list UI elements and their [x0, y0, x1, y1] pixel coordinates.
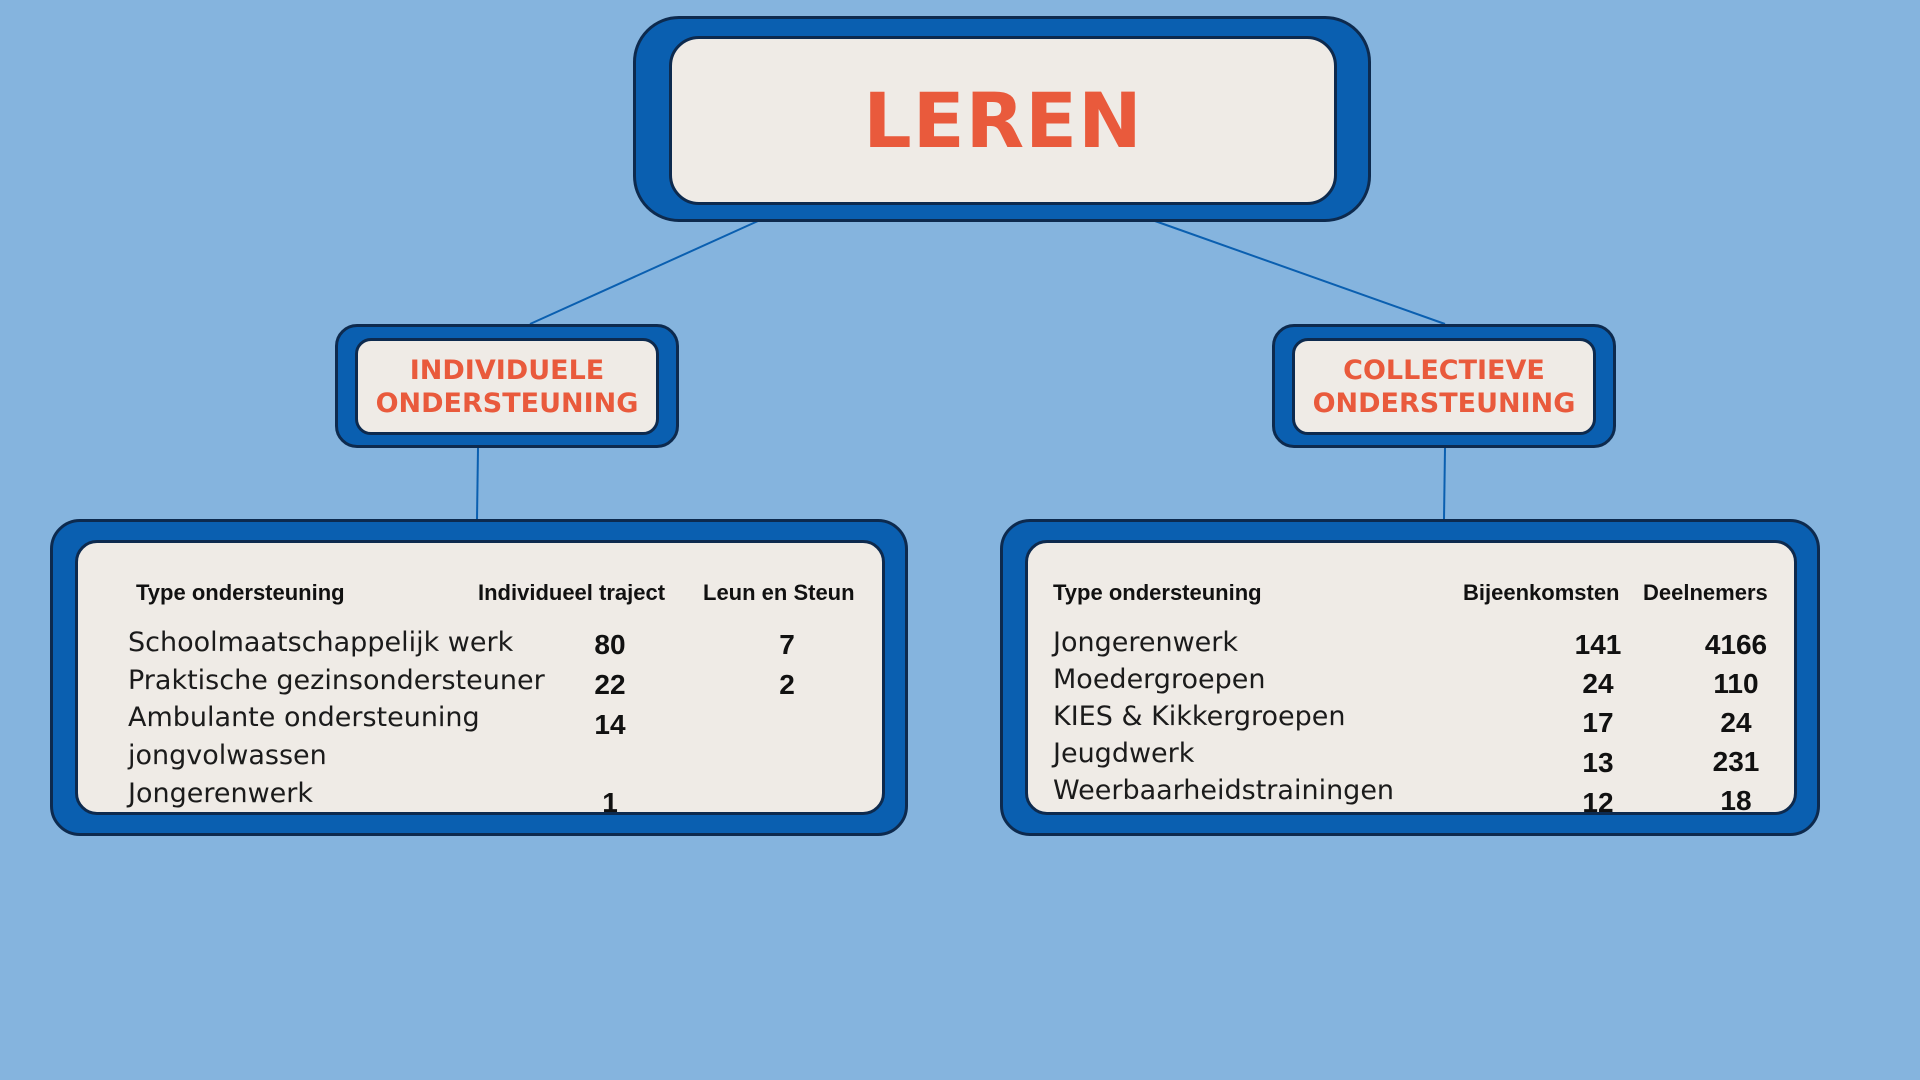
collective-row-deelnemers: 18 — [1720, 785, 1752, 816]
collective-row-deelnemers: 110 — [1713, 668, 1759, 699]
individual-row-label: Schoolmaatschappelijk werk — [128, 627, 514, 658]
collective-row-bijeenkomsten: 17 — [1582, 707, 1614, 738]
individual-row-leun: 2 — [779, 669, 795, 700]
collective-row-bijeenkomsten: 141 — [1574, 629, 1622, 660]
individual-row-label-cont: jongvolwassen — [128, 740, 327, 771]
individual-header-type: Type ondersteuning — [136, 580, 345, 605]
collective-row-label: Jongerenwerk — [1053, 627, 1239, 658]
individual-header-traject: Individueel traject — [478, 580, 666, 605]
connector-right-table — [1444, 448, 1445, 519]
root-node — [633, 16, 1371, 222]
collective-title-line1: COLLECTIEVE — [1343, 354, 1545, 386]
collective-row-bijeenkomsten: 24 — [1582, 668, 1614, 699]
individual-title-line2: ONDERSTEUNING — [375, 387, 639, 419]
individual-node-panel — [355, 338, 659, 435]
individual-node — [335, 324, 679, 448]
collective-header-type: Type ondersteuning — [1053, 580, 1262, 605]
collective-row-label: Weerbaarheidstrainingen — [1053, 775, 1395, 806]
collective-row-label: KIES & Kikkergroepen — [1053, 701, 1346, 732]
collective-node-panel — [1292, 338, 1596, 435]
collective-row-deelnemers: 4166 — [1704, 629, 1768, 660]
individual-row-label: Praktische gezinsondersteuner — [128, 665, 545, 696]
collective-row-deelnemers: 231 — [1712, 746, 1760, 777]
collective-table — [1025, 540, 1797, 818]
individual-title-line1: INDIVIDUELE — [409, 354, 605, 386]
collective-row-bijeenkomsten: 13 — [1582, 747, 1614, 778]
collective-header-bijeenkomsten: Bijeenkomsten — [1463, 580, 1620, 605]
root-node-panel — [669, 36, 1337, 205]
connector-root-left — [530, 221, 758, 324]
individual-row-traject: 22 — [594, 669, 626, 700]
collective-table-node — [1000, 519, 1820, 836]
individual-header-leun: Leun en Steun — [703, 580, 855, 605]
collective-node — [1272, 324, 1616, 448]
individual-row-label: Ambulante ondersteuning — [128, 702, 480, 733]
collective-header-deelnemers: Deelnemers — [1643, 580, 1768, 605]
collective-row-deelnemers: 24 — [1720, 707, 1752, 738]
collective-row-label: Jeugdwerk — [1053, 738, 1195, 769]
connector-left-table — [477, 448, 478, 519]
individual-row-label: Jongerenwerk — [128, 778, 314, 809]
connector-root-right — [1155, 221, 1445, 324]
page-title: LEREN — [863, 76, 1143, 165]
individual-table — [75, 540, 885, 818]
collective-title-line2: ONDERSTEUNING — [1312, 387, 1576, 419]
collective-row-bijeenkomsten: 12 — [1582, 787, 1614, 818]
collective-title — [1313, 354, 1576, 420]
individual-title — [376, 354, 639, 420]
collective-row-label: Moedergroepen — [1053, 664, 1266, 695]
individual-table-node — [50, 519, 908, 836]
individual-row-leun: 7 — [779, 629, 795, 660]
individual-row-traject: 1 — [602, 787, 618, 818]
individual-row-traject: 80 — [594, 629, 626, 660]
individual-row-traject: 14 — [594, 709, 626, 740]
